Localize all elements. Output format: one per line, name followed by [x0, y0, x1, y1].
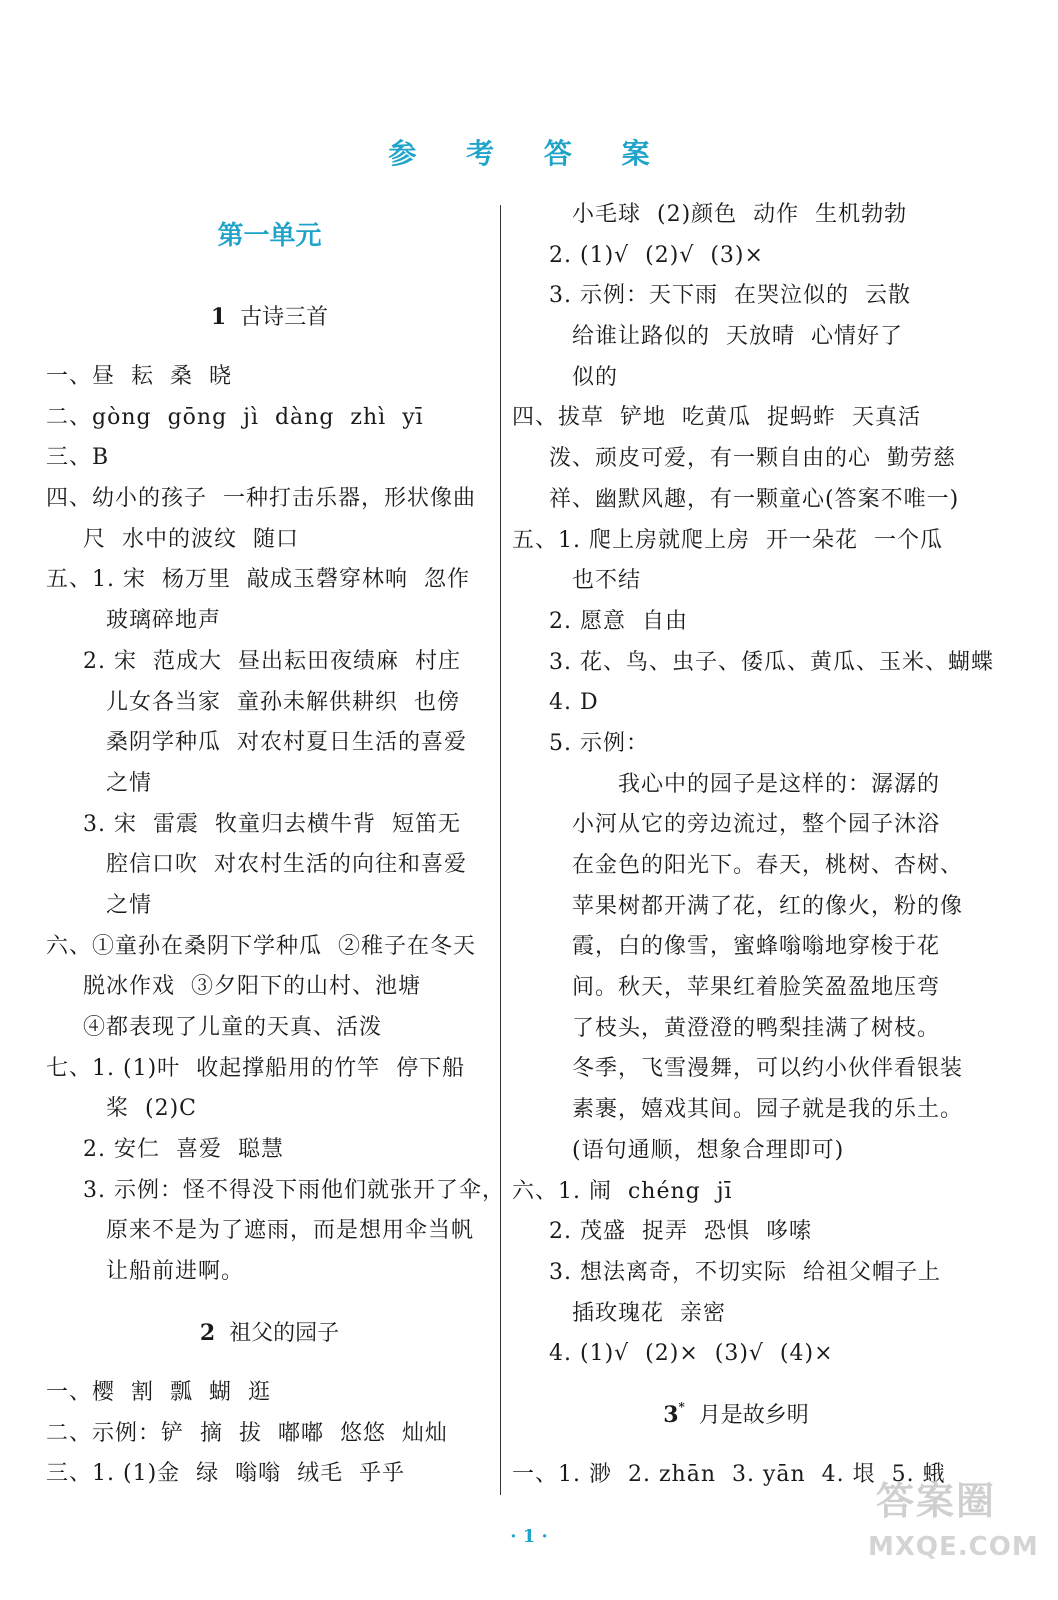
answer-line: 六、1. 闹 chéng jī [512, 1178, 733, 1204]
answer-line: 之情 [106, 892, 153, 918]
answer-line: 三、B [46, 445, 110, 471]
answer-line: 2. 宋 范成大 昼出耘田夜绩麻 村庄 [83, 648, 461, 674]
lesson-heading-3 [512, 1375, 960, 1455]
watermark-logo [868, 1470, 1039, 1580]
answer-line: 二、gòng gōng jì dàng zhì yī [46, 404, 424, 430]
answer-line: 尺 水中的波纹 随口 [83, 526, 299, 552]
answer-line: 我心中的园子是这样的：潺潺的 [618, 771, 941, 797]
answer-line: 在金色的阳光下。春天，桃树、杏树、 [572, 853, 964, 878]
answer-line: 似的 [572, 364, 619, 390]
answer-line: 5. 示例： [549, 730, 649, 756]
lesson-number-value: 3 [663, 1401, 679, 1428]
answer-line: 间。秋天，苹果红着脸笑盈盈地压弯 [572, 975, 941, 1001]
answer-line: 一、樱 割 瓢 蝴 逛 [46, 1379, 271, 1405]
page-number: · 1 · [510, 1526, 548, 1547]
answer-line: 2. (1)√ (2)√ (3)× [549, 242, 764, 268]
lesson-number: 1 [210, 304, 227, 330]
answer-line: 4. (1)√ (2)× (3)√ (4)× [549, 1341, 834, 1367]
answer-line: 一、1. 渺 2. zhān 3. yān 4. 垠 5. 蛾 [512, 1461, 946, 1487]
column-divider [500, 205, 501, 1495]
answer-line: 桑阴学种瓜 对农村夏日生活的喜爱 [106, 730, 467, 756]
answer-line: 3. 想法离奇，不切实际 给祖父帽子上 [549, 1259, 941, 1285]
answer-line: 让船前进啊。 [106, 1259, 245, 1285]
lesson-number: 2 [199, 1319, 216, 1346]
answer-line: 二、示例：铲 摘 拔 嘟嘟 悠悠 灿灿 [46, 1420, 448, 1446]
answer-line: 小毛球 (2)颜色 动作 生机勃勃 [572, 202, 908, 227]
lesson-title: 祖父的园子 [229, 1320, 340, 1346]
answer-line: 3. 宋 雷震 牧童归去横牛背 短笛无 [83, 811, 461, 837]
lesson-number [663, 1399, 685, 1428]
answer-line: 脱冰作戏 ③夕阳下的山村、池塘 [83, 974, 421, 1000]
watermark-logo-text: 答案圈 [876, 1479, 997, 1523]
answer-line: 小河从它的旁边流过，整个园子沐浴 [572, 812, 941, 838]
answer-line: 2. 愿意 自由 [549, 608, 688, 634]
answer-line: 七、1. (1)叶 收起撑船用的竹竿 停下船 [46, 1055, 466, 1081]
answer-line: 了枝头，黄澄澄的鸭梨挂满了树枝。 [572, 1015, 941, 1041]
answer-line: ④都表现了儿童的天真、活泼 [83, 1015, 383, 1040]
page-title: 参 考 答 案 [388, 137, 670, 170]
answer-line: 冬季，飞雪漫舞，可以约小伙伴看银装 [572, 1056, 964, 1082]
answer-line: 五、1. 爬上房就爬上房 开一朵花 一个瓜 [512, 527, 943, 553]
answer-line: 3. 示例：怪不得没下雨他们就张开了伞， [83, 1177, 505, 1203]
answer-line: 素裹，嬉戏其间。园子就是我的乐土。 [572, 1097, 964, 1123]
lesson-heading-1 [46, 277, 493, 357]
answer-line: 苹果树都开满了花，红的像火，粉的像 [572, 893, 964, 919]
watermark-url: MXQE.COM [868, 1532, 1039, 1562]
answer-line: 四、拔草 铲地 吃黄瓜 捉蚂蚱 天真活 [512, 405, 921, 431]
answer-line: 原来不是为了遮雨，而是想用伞当帆 [106, 1218, 475, 1244]
answer-line: 儿女各当家 童孙未解供耕织 也傍 [106, 689, 460, 715]
answer-line: 之情 [106, 770, 153, 796]
answer-line: 给谁让路似的 天放晴 心情好了 [572, 324, 903, 350]
lesson-title: 古诗三首 [240, 305, 329, 330]
answer-line: 六、①童孙在桑阴下学种瓜 ②稚子在冬天 [46, 933, 476, 959]
answer-line: 4. D [549, 690, 599, 716]
lesson-heading-2 [46, 1293, 493, 1373]
left-column [46, 195, 505, 1495]
answer-line: 五、1. 宋 杨万里 敲成玉磬穿林响 忽作 [46, 567, 470, 593]
answer-line: 玻璃碎地声 [106, 608, 222, 634]
answer-line: 四、幼小的孩子 一种打击乐器，形状像曲 [46, 486, 476, 512]
answer-line: 腔信口吹 对农村生活的向往和喜爱 [106, 852, 467, 878]
answer-line: 霞，白的像雪，蜜蜂嗡嗡地穿梭于花 [572, 934, 941, 960]
right-column [512, 195, 994, 1496]
optional-star-mark: * [678, 1399, 685, 1414]
answer-line: (语句通顺，想象合理即可) [572, 1137, 845, 1163]
answer-line: 桨 (2)C [106, 1096, 197, 1122]
unit-title: 第一单元 [217, 221, 322, 251]
lesson-title: 月是故乡明 [698, 1402, 809, 1428]
answer-line: 3. 示例：天下雨 在哭泣似的 云散 [549, 283, 911, 309]
answer-line: 泼、顽皮可爱，有一颗自由的心 勤劳慈 [549, 446, 956, 472]
answer-line: 插玫瑰花 亲密 [572, 1300, 726, 1326]
answer-line: 也不结 [572, 568, 642, 594]
answer-line: 2. 安仁 喜爱 聪慧 [83, 1137, 284, 1163]
answer-line: 3. 花、鸟、虫子、倭瓜、黄瓜、玉米、蝴蝶 [549, 649, 994, 675]
answer-line: 祥、幽默风趣，有一颗童心(答案不唯一) [549, 486, 960, 512]
answer-line: 一、昼 耘 桑 晓 [46, 364, 232, 389]
answer-line: 三、1. (1)金 绿 嗡嗡 绒毛 乎乎 [46, 1461, 406, 1487]
answer-line: 2. 茂盛 捉弄 恐惧 哆嗦 [549, 1219, 812, 1245]
